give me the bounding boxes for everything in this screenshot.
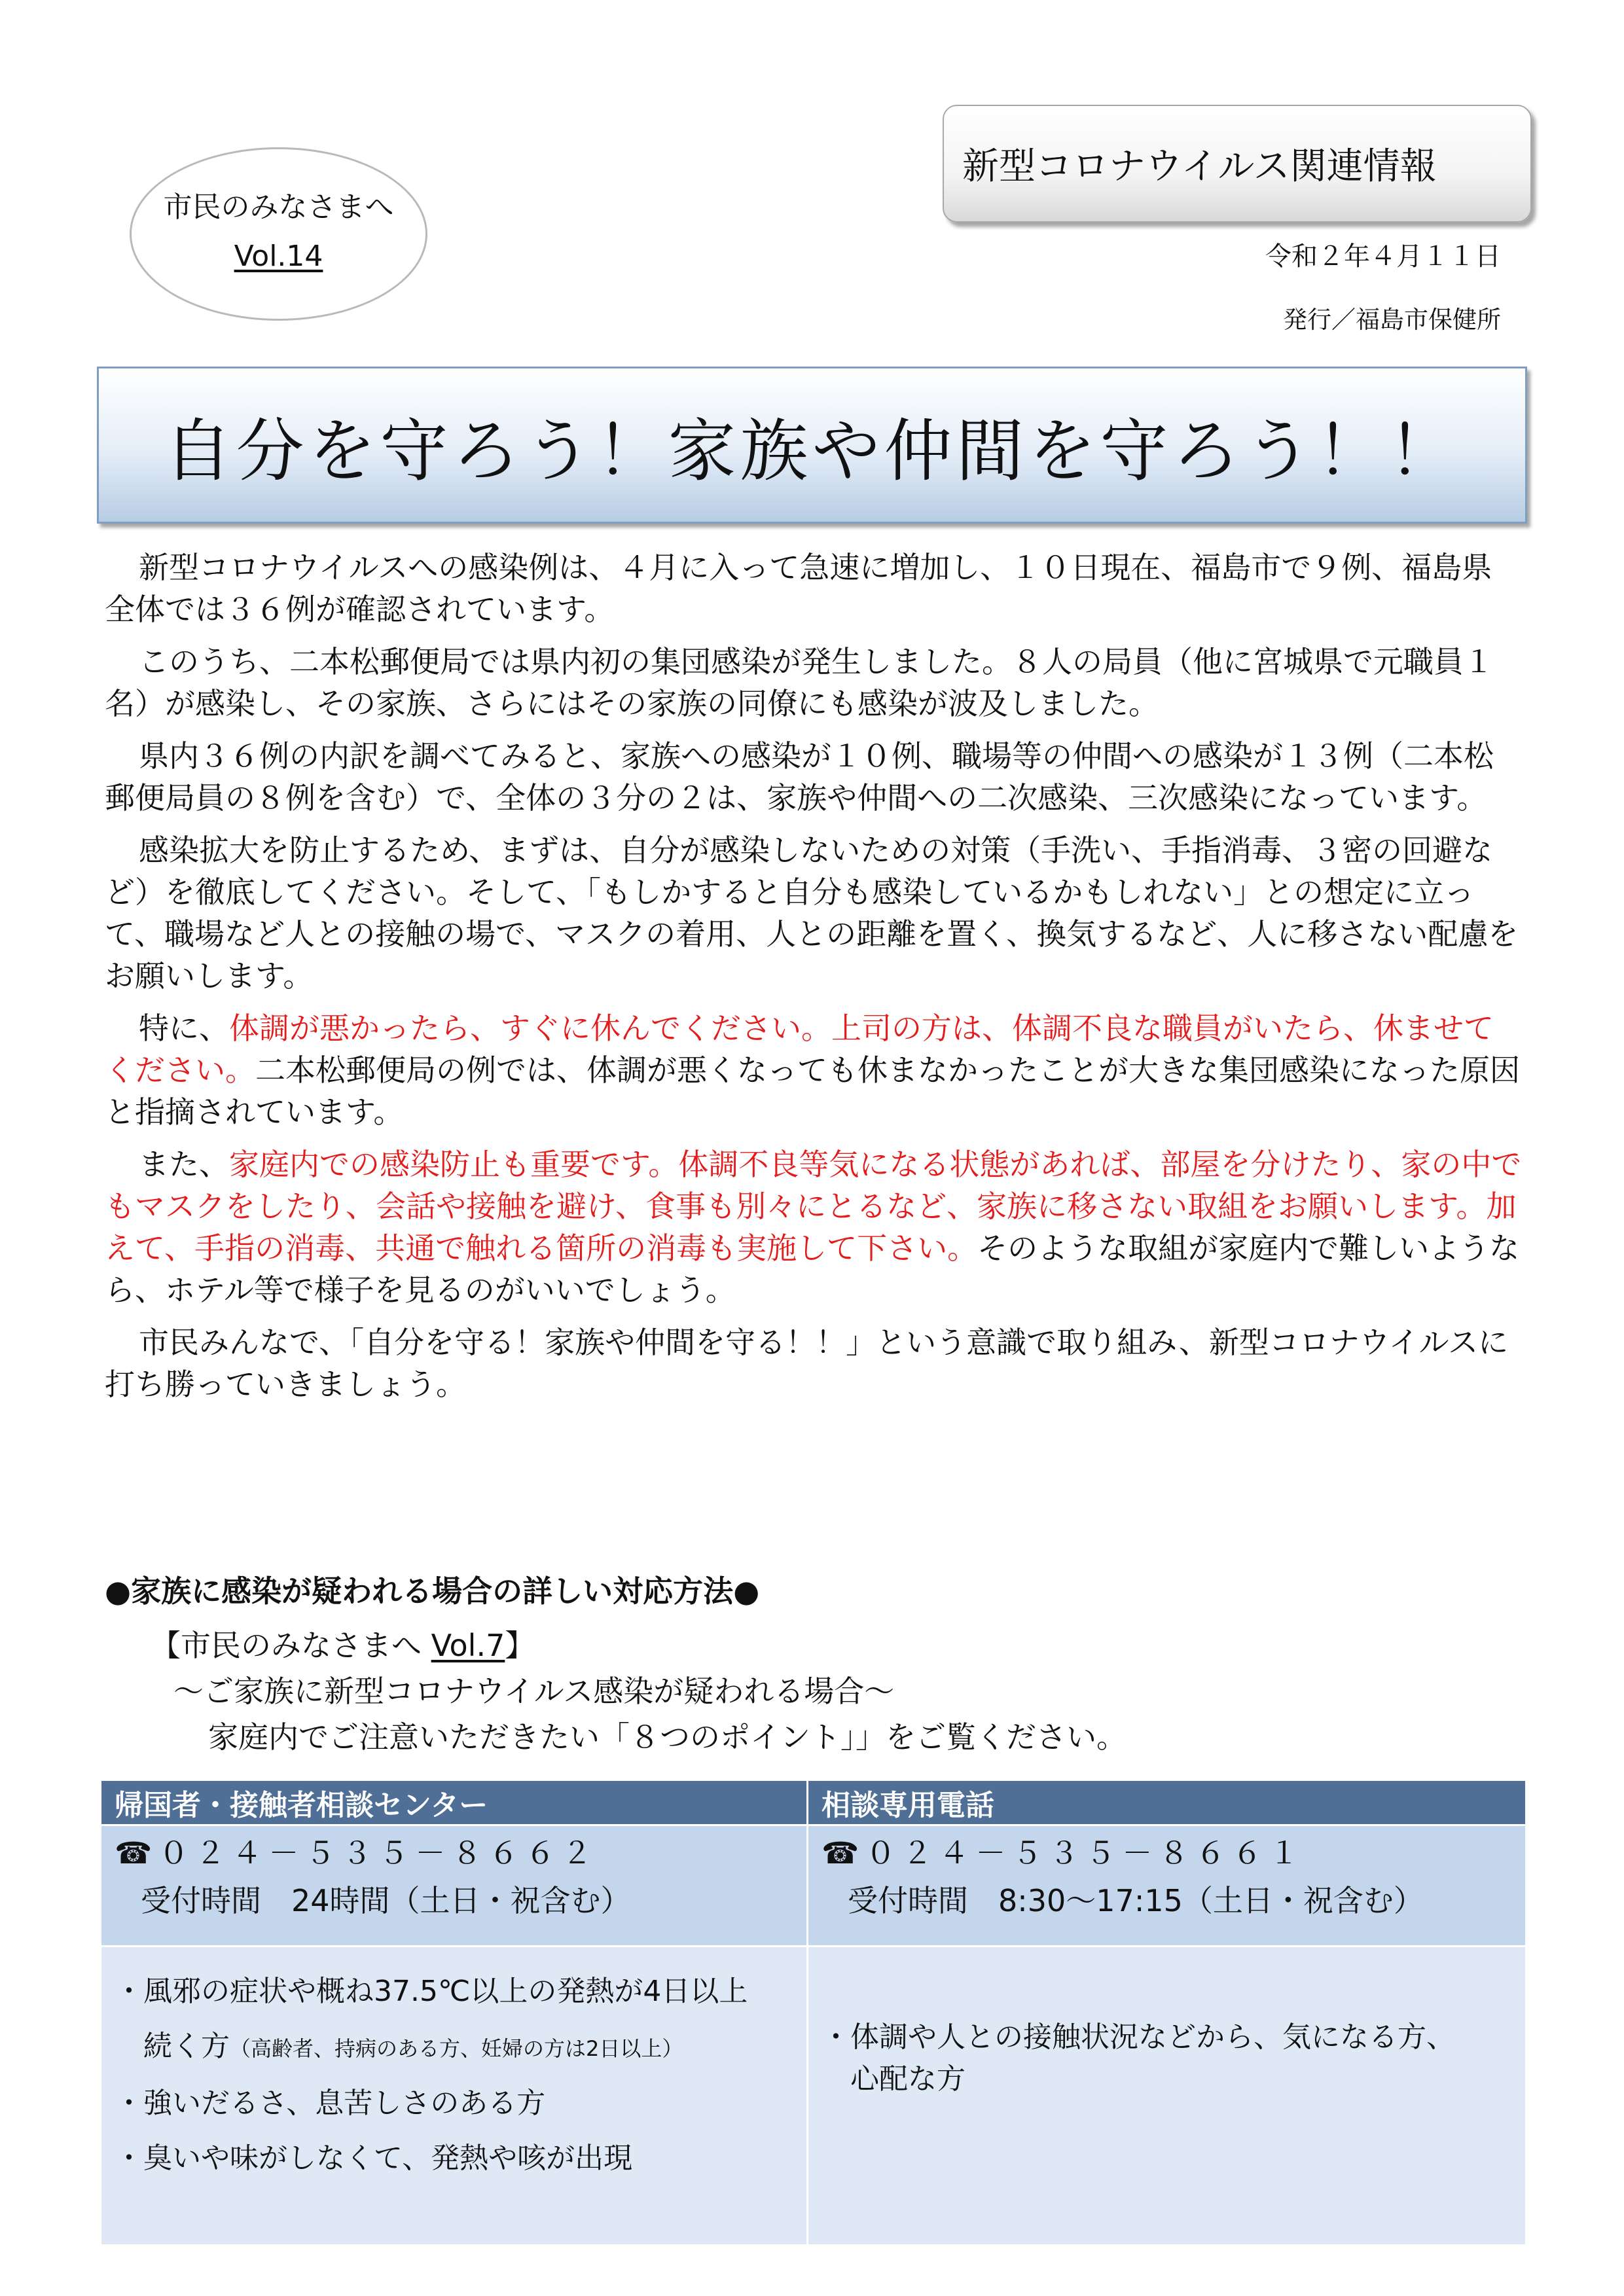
- reference-volume-link[interactable]: Vol.7: [431, 1628, 505, 1663]
- center-phone-cell: [101, 1825, 808, 1946]
- condition-item: [115, 1964, 793, 2019]
- contact-table: [99, 1779, 1527, 2246]
- paragraph-6-rest: そのような取組が家庭内で難しいようなら、ホテル等で様子を見るのがいいでしょう。: [105, 1230, 1520, 1308]
- issue-date: 令和２年４月１１日: [1265, 242, 1501, 272]
- paragraph-5: [105, 1007, 1522, 1133]
- reference-instruction: 家庭内でご注意いただきたい「８つのポイント」」をご覧ください。: [208, 1719, 1127, 1755]
- condition-item: [115, 2131, 793, 2186]
- condition-text: ・風邪の症状や概ね37.5℃以上の発熱が4日以上: [115, 1975, 748, 2008]
- paragraph-7: 市民みんなで、「自分を守る！家族や仲間を守る！！」という意識で取り組み、新型コロナウイルスに打ち勝っていきましょう。: [105, 1325, 1509, 1402]
- hotline-conditions: [808, 1946, 1526, 2246]
- condition-item: [115, 2019, 793, 2076]
- volume-badge: [130, 147, 427, 321]
- paragraph-6: [105, 1143, 1522, 1311]
- phone-icon: ☎: [821, 1835, 866, 1871]
- issuer: 発行／福島市保健所: [1283, 306, 1501, 334]
- condition-item: [115, 2076, 793, 2131]
- paragraph-5-rest: 二本松郵便局の例では、体調が悪くなっても休まなかったことが大きな集団感染になった原因と指摘されています。: [105, 1052, 1520, 1130]
- paragraph-6-emphasis: 家庭内での感染防止も重要です。体調不良等気になる状態があれば、部屋を分けたり、家の中でもマスクをしたり、会話や接触を避け、食事も別々にとるなど、家族に移さない取組をお願いします。加えて、手指の消毒、共通で触れる箇所の消毒も実施して下さい。: [105, 1147, 1522, 1266]
- reference-open: 【市民のみなさまへ: [151, 1628, 431, 1663]
- paragraph-1: 新型コロナウイルスへの感染例は、４月に入って急速に増加し、１０日現在、福島市で９例、福島県全体では３６例が確認されています。: [105, 550, 1492, 627]
- phone-icon: ☎: [115, 1835, 159, 1871]
- center-conditions: [101, 1946, 808, 2246]
- hotline-condition-item: [821, 1964, 1512, 2100]
- page-title: 自分を守ろう！家族や仲間を守ろう！！: [97, 367, 1527, 524]
- paragraph-6-lead: また、: [139, 1147, 229, 1182]
- paragraph-2: このうち、二本松郵便局では県内初の集団感染が発生しました。８人の局員（他に宮城県で元職員１名）が感染し、その家族、さらにはその家族の同僚にも感染が波及しました。: [105, 644, 1494, 721]
- paragraph-4: 感染拡大を防止するため、まずは、自分が感染しないための対策（手洗い、手指消毒、３密の回避など）を徹底してください。そして、「もしかすると自分も感染しているかもしれない」との想定に立って、職場など人との接触の場で、マスクの着用、人との距離を置く、換気するなど、人に移さない配慮をお願いします。: [105, 833, 1519, 994]
- center-phone-number: ０２４－５３５－８６６２: [158, 1835, 599, 1871]
- topic-label: 新型コロナウイルス関連情報: [943, 105, 1532, 223]
- badge-audience: 市民のみなさまへ: [163, 190, 394, 224]
- hotline-phone-number: ０２４－５３５－８６６１: [865, 1835, 1306, 1871]
- hotline-condition-line2: 心配な方: [821, 2062, 965, 2096]
- hotline-phone-cell: [808, 1825, 1526, 1946]
- center-phone[interactable]: [115, 1831, 793, 1874]
- condition-text: ・臭いや味がしなくて、発熱や咳が出現: [115, 2142, 633, 2175]
- hotline-condition-line1: ・体調や人との接触状況などから、気になる方、: [821, 2020, 1455, 2054]
- hotline-phone[interactable]: [821, 1831, 1512, 1874]
- reference-close: 】: [505, 1628, 535, 1663]
- paragraph-5-emphasis: 体調が悪かったら、すぐに休んでください。上司の方は、体調不良な職員がいたら、休ませてください。: [105, 1011, 1494, 1088]
- condition-text: 続く方: [115, 2030, 230, 2063]
- reference-subtitle: ～ご家族に新型コロナウイルス感染が疑われる場合～: [173, 1674, 895, 1709]
- hotline-hours: 受付時間 8:30～17:15（土日・祝含む）: [848, 1883, 1424, 1918]
- reference-title: [151, 1622, 535, 1665]
- condition-text: ・強いだるさ、息苦しさのある方: [115, 2087, 546, 2120]
- hotline-header: 相談専用電話: [808, 1780, 1526, 1825]
- center-hours: 受付時間 24時間（土日・祝含む）: [141, 1883, 631, 1918]
- section-heading: ●家族に感染が疑われる場合の詳しい対応方法●: [105, 1573, 760, 1609]
- paragraph-3: 県内３６例の内訳を調べてみると、家族への感染が１０例、職場等の仲間への感染が１３例（二本松郵便局員の８例を含む）で、全体の３分の２は、家族や仲間への二次感染、三次感染になっています。: [105, 738, 1494, 816]
- center-header: 帰国者・接触者相談センター: [101, 1780, 808, 1825]
- badge-volume: Vol.14: [234, 240, 323, 273]
- paragraph-5-lead: 特に、: [139, 1011, 229, 1046]
- condition-note: （高齢者、持病のある方、妊婦の方は2日以上）: [230, 2036, 683, 2061]
- article-body: [105, 547, 1522, 1416]
